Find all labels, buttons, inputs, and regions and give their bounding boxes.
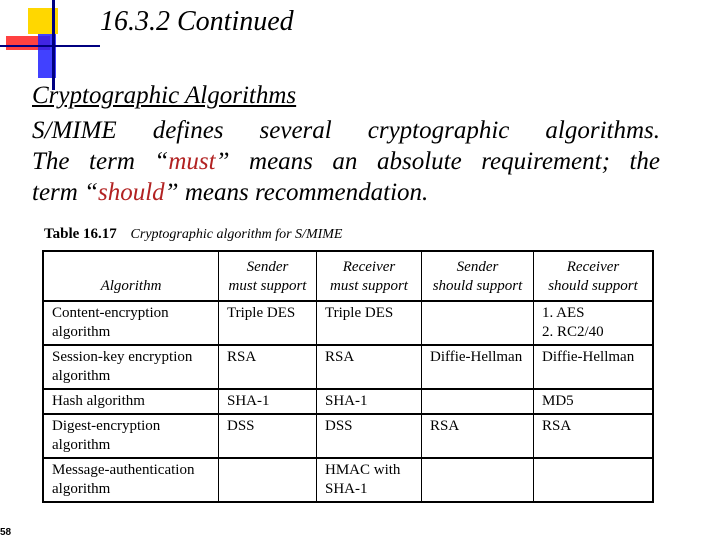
cell-text: SHA-1 (325, 393, 368, 409)
table-cell-sender-must (219, 459, 317, 501)
cell-text: Diffie-Hellman (430, 349, 523, 365)
header-text: must support (330, 278, 408, 294)
cell-text: DSS (227, 418, 255, 434)
table-cell-receiver-should (534, 415, 652, 459)
table-cell-receiver-must (317, 390, 422, 415)
cell-text: algorithm (52, 324, 111, 340)
slide-logo (0, 0, 100, 90)
header-text: Sender (246, 259, 289, 275)
table-header-row (44, 252, 652, 302)
algorithm-table (42, 250, 654, 503)
table-body (44, 302, 652, 501)
body-text-segment: The term “ (32, 148, 169, 175)
table-cell-algorithm (44, 415, 219, 459)
body-text-segment: term “ (32, 179, 98, 206)
table-row (44, 390, 652, 415)
cell-text: RSA (430, 418, 460, 434)
table-cell-receiver-must (317, 415, 422, 459)
cell-text: RSA (325, 349, 355, 365)
cell-text: RSA (542, 418, 572, 434)
cell-text: algorithm (52, 481, 111, 497)
header-text: must support (228, 278, 307, 294)
header-text: Algorithm (100, 278, 162, 294)
table-cell-receiver-must (317, 459, 422, 501)
table-row (44, 459, 652, 501)
header-sender-must (219, 252, 317, 302)
table-cell-sender-must (219, 390, 317, 415)
cell-text: SHA-1 (227, 393, 270, 409)
cell-text: MD5 (542, 393, 574, 409)
cell-text: DSS (325, 418, 353, 434)
must-keyword: must (168, 148, 216, 175)
table-caption (44, 226, 342, 243)
table-cell-receiver-should (534, 346, 652, 390)
header-receiver-must (317, 252, 422, 302)
cell-text: algorithm (52, 368, 111, 384)
body-line-2 (32, 146, 660, 177)
cell-text: SHA-1 (325, 481, 368, 497)
table-cell-sender-must (219, 415, 317, 459)
table-row (44, 302, 652, 346)
section-heading: Cryptographic Algorithms (32, 82, 297, 109)
body-paragraph (32, 115, 660, 208)
cell-text: Message-authentication (52, 462, 195, 478)
body-line-1: S/MIME defines several cryptographic algorithms. (32, 117, 660, 144)
should-keyword: should (97, 179, 165, 206)
table-cell-sender-should (422, 346, 534, 390)
header-text: should support (432, 278, 523, 294)
cell-text: Triple DES (325, 305, 394, 321)
table-cell-algorithm (44, 346, 219, 390)
body-text-segment: ” means an absolute requirement; the (215, 148, 660, 175)
cell-text: Diffie-Hellman (542, 349, 635, 365)
slide-title: 16.3.2 Continued (100, 6, 294, 37)
header-text: Receiver (566, 259, 620, 275)
body-text-segment: ” means recommendation. (164, 179, 429, 206)
table-cell-algorithm (44, 390, 219, 415)
table-cell-sender-should (422, 459, 534, 501)
table-row (44, 415, 652, 459)
table-cell-sender-should (422, 302, 534, 346)
cell-text: RSA (227, 349, 257, 365)
header-algorithm (44, 252, 219, 302)
logo-horizontal-line (0, 45, 100, 47)
table-cell-receiver-should (534, 459, 652, 501)
table-cell-algorithm (44, 302, 219, 346)
cell-text: Digest-encryption (52, 418, 161, 434)
table-cell-receiver-should (534, 390, 652, 415)
table-number: Table 16.17 (44, 226, 117, 242)
table-cell-receiver-must (317, 346, 422, 390)
cell-text: Triple DES (227, 305, 296, 321)
header-text: Sender (456, 259, 499, 275)
table-row (44, 346, 652, 390)
header-sender-should (422, 252, 534, 302)
cell-text: 1. AES (542, 305, 585, 321)
table-cell-sender-should (422, 390, 534, 415)
cell-text: HMAC with (325, 462, 401, 478)
table-cell-sender-must (219, 346, 317, 390)
table-description: Cryptographic algorithm for S/MIME (130, 227, 343, 242)
header-text: should support (548, 278, 638, 294)
table-cell-receiver-should (534, 302, 652, 346)
cell-text: 2. RC2/40 (542, 324, 604, 340)
table-cell-sender-should (422, 415, 534, 459)
cell-text: Session-key encryption (52, 349, 193, 365)
table-cell-sender-must (219, 302, 317, 346)
table-cell-receiver-must (317, 302, 422, 346)
page-number: 58 (0, 527, 12, 538)
cell-text: Hash algorithm (52, 393, 145, 409)
table-cell-algorithm (44, 459, 219, 501)
body-line-3 (32, 177, 660, 208)
header-text: Receiver (342, 259, 396, 275)
cell-text: algorithm (52, 437, 111, 453)
cell-text: Content-encryption (52, 305, 169, 321)
header-receiver-should (534, 252, 652, 302)
